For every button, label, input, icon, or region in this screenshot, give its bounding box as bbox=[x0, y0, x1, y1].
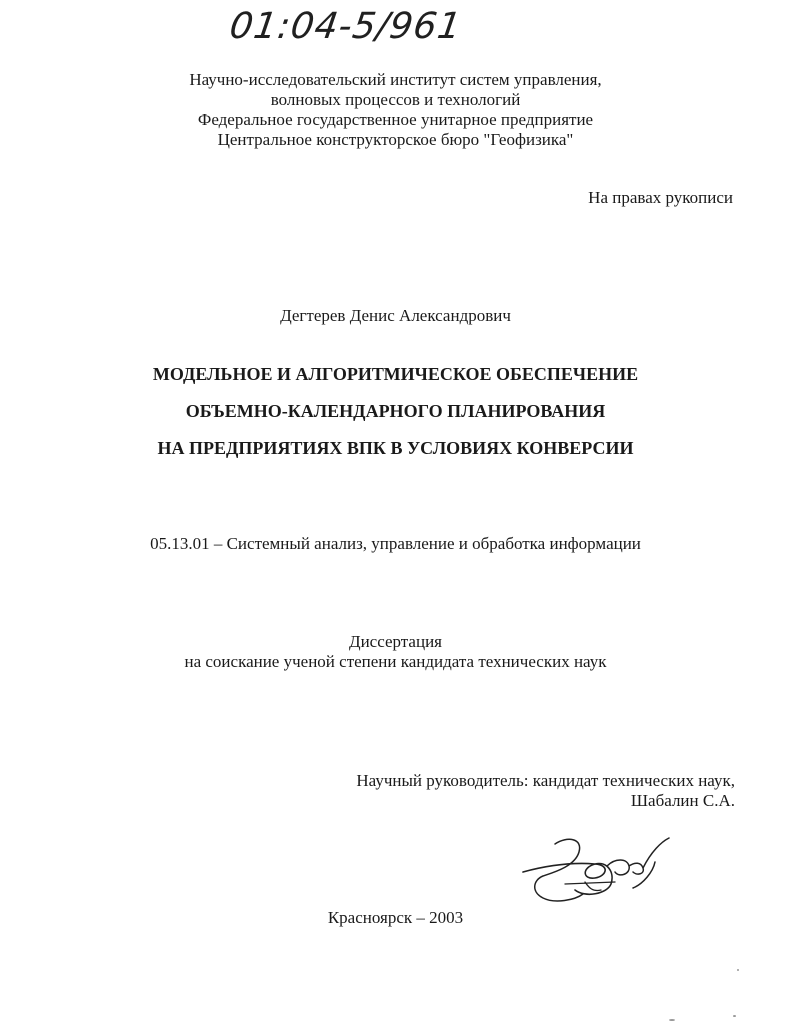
enterprise-line-2: Центральное конструкторское бюро "Геофизика" bbox=[217, 130, 574, 149]
manuscript-note: На правах рукописи bbox=[588, 188, 733, 207]
city-and-year: Красноярск – 2003 bbox=[327, 908, 464, 927]
degree-sought: на соискание ученой степени кандидата технических наук bbox=[184, 652, 607, 671]
supervisor-name: Шабалин С.А. bbox=[630, 791, 735, 810]
scan-speck bbox=[733, 1015, 736, 1017]
author-name: Дегтерев Денис Александрович bbox=[280, 306, 511, 325]
thesis-title-line-1: МОДЕЛЬНОЕ И АЛГОРИТМИЧЕСКОЕ ОБЕСПЕЧЕНИЕ bbox=[152, 364, 639, 384]
enterprise-line-1: Федеральное государственное унитарное предприятие bbox=[197, 110, 594, 129]
institute-line-2: волновых процессов и технологий bbox=[270, 90, 521, 109]
supervisor-line-1: Научный руководитель: кандидат технических наук, bbox=[356, 771, 735, 790]
thesis-title-line-3: НА ПРЕДПРИЯТИЯХ ВПК В УСЛОВИЯХ КОНВЕРСИИ bbox=[157, 438, 634, 458]
document-type: Диссертация bbox=[348, 632, 442, 651]
institute-line-1: Научно-исследовательский институт систем управления, bbox=[189, 70, 602, 89]
thesis-title-line-2: ОБЪЕМНО-КАЛЕНДАРНОГО ПЛАНИРОВАНИЯ bbox=[185, 401, 606, 421]
specialty-code: 05.13.01 – Системный анализ, управление и обработка информации bbox=[150, 534, 641, 553]
handwritten-archive-code: 01:04-5/961 bbox=[227, 6, 465, 47]
scan-speck bbox=[669, 1019, 675, 1021]
scan-speck bbox=[737, 969, 739, 971]
